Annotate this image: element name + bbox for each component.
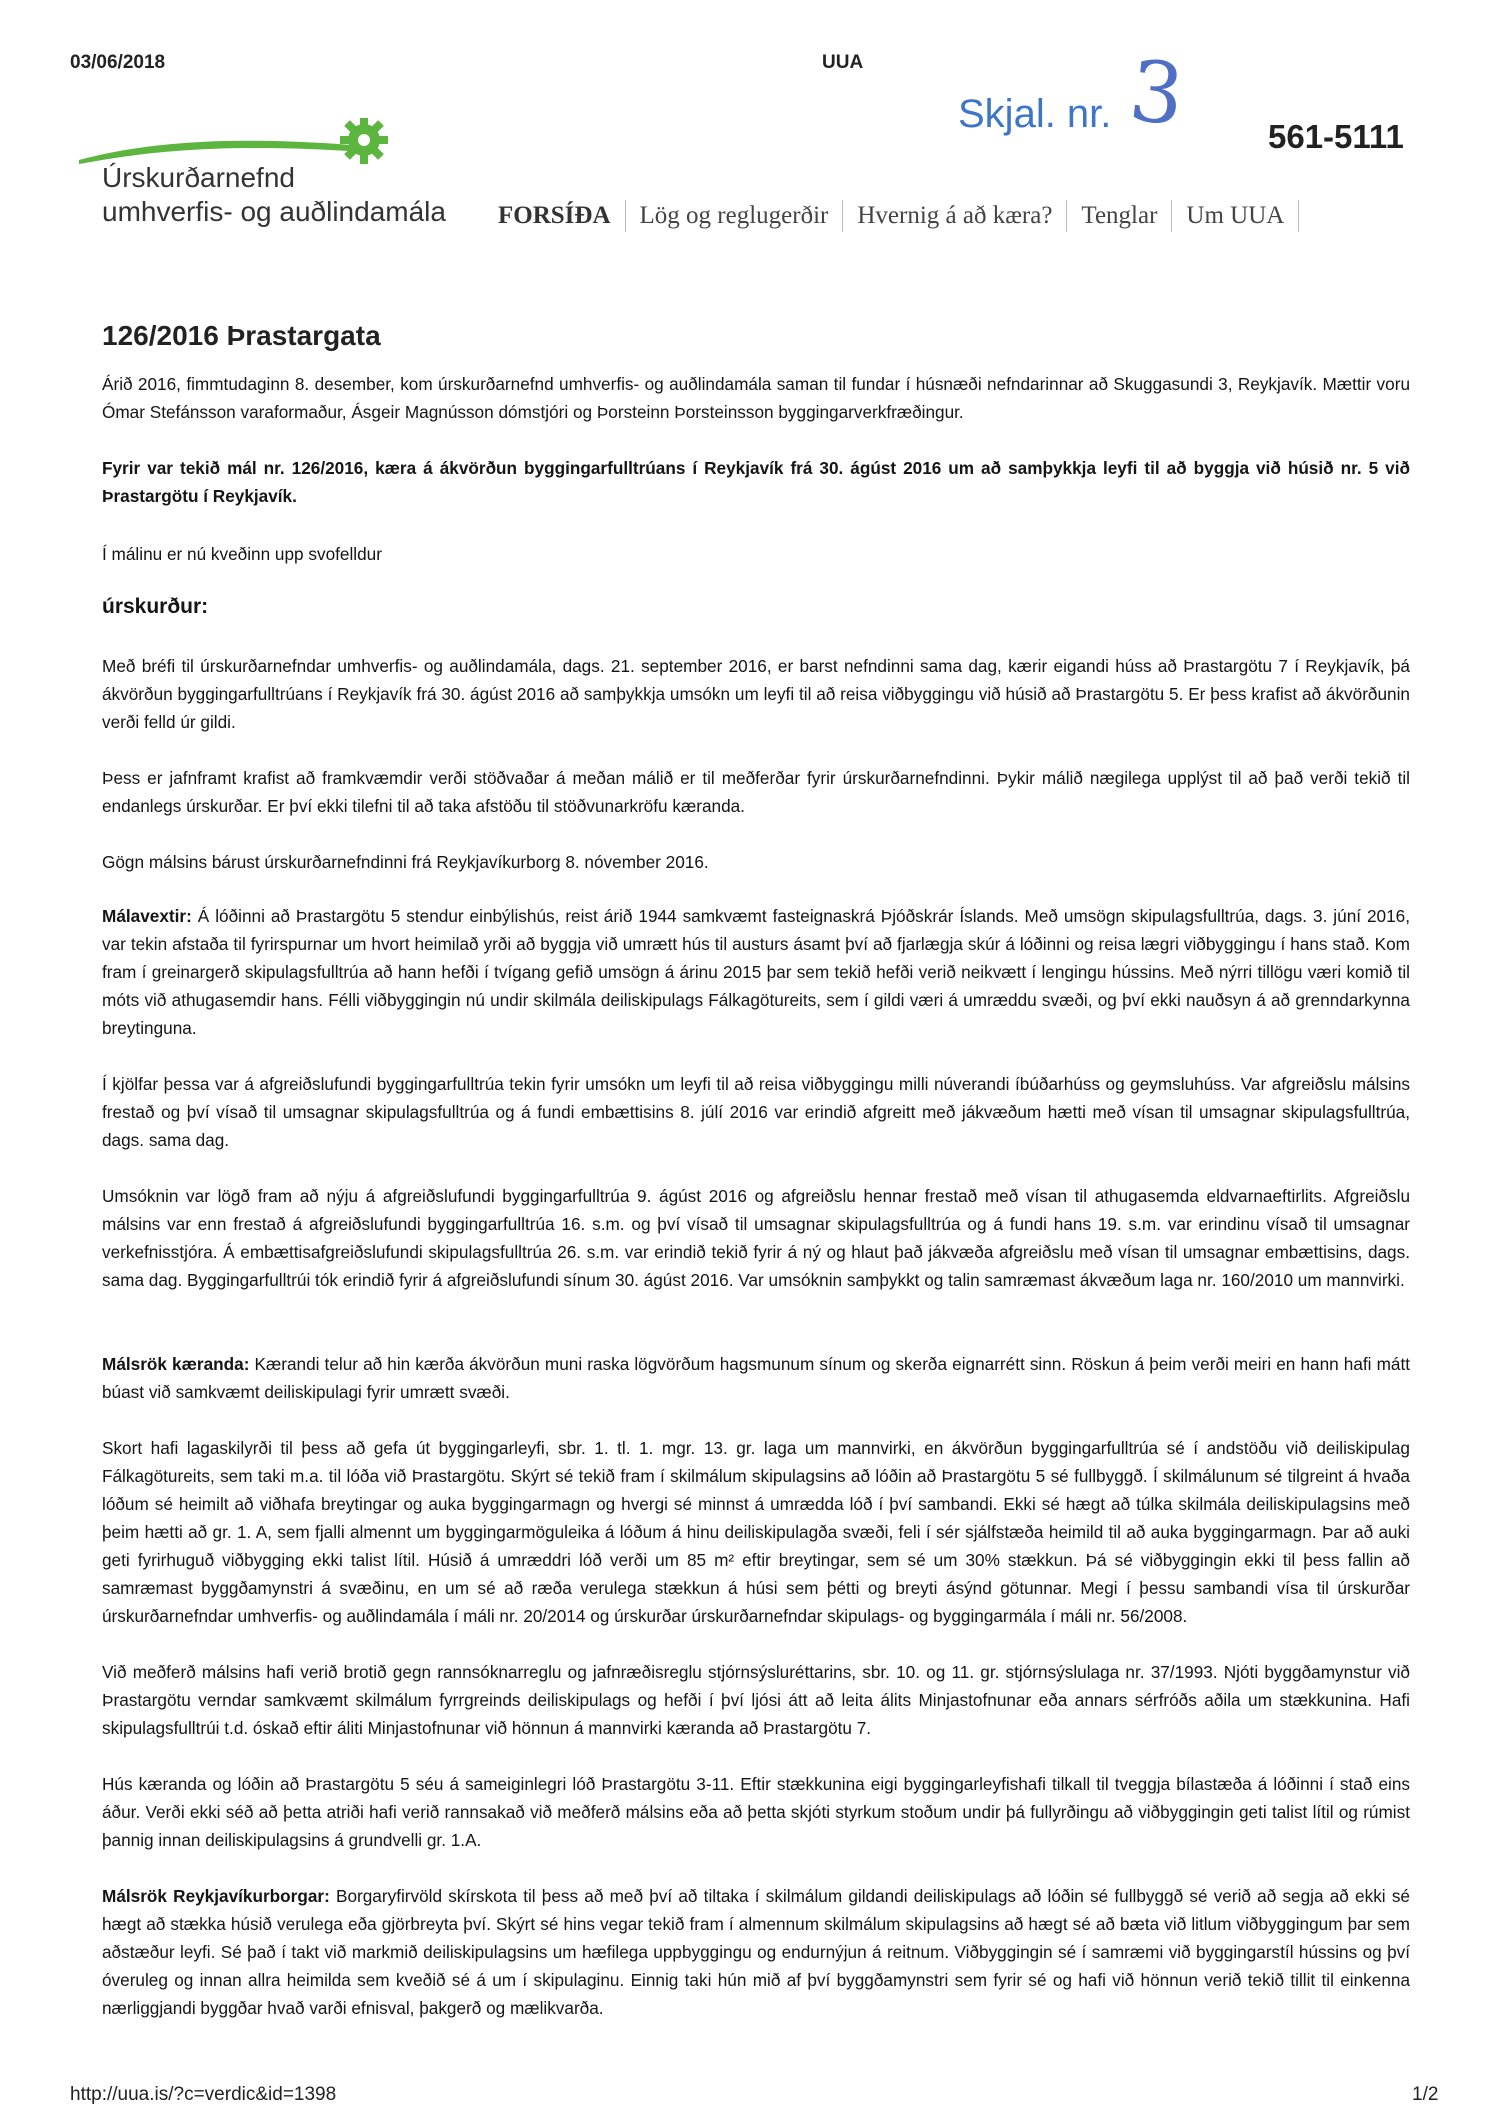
- paragraph-meeting-intro: Árið 2016, fimmtudaginn 8. desember, kom úrskurðarnefnd umhverfis- og auðlindamála saman til fundar í húsnæði nefndarinnar að Skuggasundi 3, Reykjavík. Mættir voru Ómar Stefánsson varaformaður, Ásgeir Magnússon dómstjóri og Þorsteinn Þorsteinsson byggingarverkfræðingur.: [102, 374, 1410, 422]
- paragraph-legal-conditions: Skort hafi lagaskilyrði til þess að gefa út byggingarleyfi, sbr. 1. tl. 1. mgr. 13. gr. laga um mannvirki, en ákvörðun byggingarfulltrúa sé í andstöðu við deiliskipulag Fálkagötureits, sem taki m.a. til lóða við Þrastargötu. Skýrt sé tekið fram í skilmálum skipulagsins að lóðin að Þrastargötu 5 sé fullbyggð. Í skilmálunum sé tilgreint á hvaða lóðum sé heimilt að viðhafa breytingar og auka byggingarmagn og hvergi sé minnst á umrædda lóð í því sambandi. Ekki sé hægt að túlka skilmála deiliskipulagsins með þeim hætti að gr. 1. A, sem fjalli almennt um byggingarmöguleika á lóðum á hinu deiliskipulagða svæði, feli í sér sjálfstæða heimild til að auka byggingarmagn. Þar að auki geti fyrirhuguð viðbygging ekki talist lítil. Húsið á umræddri lóð verði um 85 m² eftir breytingar, sem sé um 30% stækkun. Þá sé viðbyggingin ekki til þess fallin að samræmast byggðamynstri á svæðinu, en um sé að ræða verulega stækkun á húsi sem þétti og breyti ásýnd götunnar. Megi í þessu sambandi vísa til úrskurðar úrskurðarnefndar umhverfis- og auðlindamála í máli nr. 20/2014 og úrskurðar úrskurðarnefndar skipulags- og byggingarmála í máli nr. 56/2008.: [102, 1438, 1410, 1626]
- page-title: 126/2016 Þrastargata: [102, 320, 381, 351]
- print-site-name: UUA: [822, 52, 864, 73]
- paragraph-application-process: Umsóknin var lögð fram að nýju á afgreiðslufundi byggingarfulltrúa 9. ágúst 2016 og afgreiðslu hennar frestað með vísan til athugasemda eldvarnaeftirlits. Afgreiðslu málsins var enn frestað á afgreiðslufundi byggingarfulltrúa 16. s.m. og því vísað til umsagnar skipulagsfulltrúa og á fundi hans 19. s.m. var erindinu vísað til umsagnar verkefnisstjóra. Á embættisafgreiðslufundi skipulagsfulltrúa 26. s.m. var erindið tekið fyrir á ný og hlaut það jákvæða afgreiðslu með vísan til umsagnar embættisins, dags. sama dag. Byggingarfulltrúi tók erindið fyrir á afgreiðslufundi sínum 30. ágúst 2016. Var umsóknin samþykkt og talin samræmast ákvæðum laga nr. 160/2010 um mannvirki.: [102, 1186, 1410, 1290]
- paragraph-lead-case-facts: Málavextir:: [102, 906, 192, 926]
- site-logo[interactable]: [74, 118, 446, 228]
- ruling-heading: úrskurður:: [102, 595, 209, 618]
- nav-item-home[interactable]: FORSÍÐA: [490, 200, 626, 232]
- paragraph-suspension-request: Þess er jafnframt krafist að framkvæmdir verði stöðvaðar á meðan málið er til meðferðar fyrir úrskurðarnefndinni. Þykir málið nægilega upplýst til að það verði tekið til endanlegs úrskurðar. Er því ekki tilefni til að taka afstöðu til stöðvunarkröfu kæranda.: [102, 768, 1410, 816]
- handwritten-document-number: 3: [1125, 41, 1189, 145]
- nav-item-how-to-appeal[interactable]: Hvernig á að kæra?: [843, 200, 1067, 232]
- footer-page-number: 1/2: [1412, 2084, 1439, 2105]
- paragraph-appeal: Með bréfi til úrskurðarnefndar umhverfis- og auðlindamála, dags. 21. september 2016, er barst nefndinni sama dag, kærir eigandi húss að Þrastargötu 7 í Reykjavík, þá ákvörðun byggingarfulltrúans í Reykjavík frá 30. ágúst 2016 að samþykkja umsókn um leyfi til að reisa viðbyggingu við húsið að Þrastargötu 5. Er þess krafist að ákvörðunin verði felld úr gildi.: [102, 656, 1410, 732]
- paragraph-case-facts: [102, 902, 1410, 1042]
- paragraph-body-case-facts: Á lóðinni að Þrastargötu 5 stendur einbýlishús, reist árið 1944 samkvæmt fasteignaskrá Þjóðskrár Íslands. Með umsögn skipulagsfulltrúa, dags. 3. júní 2016, var tekin afstaða til fyrirspurnar um hvort heimilað yrði að byggja við umrætt hús til austurs ásamt því að fjarlægja skúr á lóðinni og reisa lægri viðbyggingu í hans stað. Kom fram í greinargerð skipulagsfulltrúa að hann hefði í tvígang gefið umsögn á árinu 2015 þar sem tekið hefði verið neikvætt í lengingu hússins. Með nýrri tillögu væri komið til móts við athugasemdir hans. Félli viðbyggingin nú undir skilmála deiliskipulags Fálkagötureits, sem í gildi væri á umræddu svæði, og því ekki nauðsyn á að grenndarkynna breytinguna.: [102, 906, 1410, 1038]
- paragraph-lead-appellant-arguments: Málsrök kæranda:: [102, 1354, 250, 1374]
- paragraph-lead-city-arguments: Málsrök Reykjavíkurborgar:: [102, 1886, 330, 1906]
- logo-text-line1: Úrskurðarnefnd: [102, 162, 295, 193]
- print-date: 03/06/2018: [70, 52, 166, 73]
- paragraph-case-intro: Fyrir var tekið mál nr. 126/2016, kæra á ákvörðun byggingarfulltrúans í Reykjavík frá 30. ágúst 2016 um að samþykkja leyfi til að byggja við húsið nr. 5 við Þrastargötu í Reykjavík.: [102, 458, 1410, 506]
- nav-item-about-uua[interactable]: Um UUA: [1172, 200, 1299, 232]
- nav-item-links[interactable]: Tenglar: [1067, 200, 1172, 232]
- logo-text-line2: umhverfis- og auðlindamála: [102, 196, 446, 227]
- paragraph-shared-lot: Hús kæranda og lóðin að Þrastargötu 5 séu á sameiginlegri lóð Þrastargötu 3-11. Eftir stækkunina eigi byggingarleyfishafi tilkall til tveggja bílastæða á lóðinni í stað eins áður. Verði ekki séð að þetta atriði hafi verið rannsakað við meðferð málsins eða að þetta skjóti styrkum stoðum undir þá fullyrðingu að viðbyggingin geti talist lítil og rúmist þannig innan deiliskipulagsins á grundvelli gr. 1.A.: [102, 1774, 1410, 1850]
- footer-url: http://uua.is/?c=verdic&id=1398: [70, 2084, 337, 2105]
- paragraph-body-appellant-arguments: Kærandi telur að hin kærða ákvörðun muni raska lögvörðum hagsmunum sínum og skerða eignarrétt sinn. Röskun á þeim verði meiri en hann hafi mátt búast við samkvæmt deiliskipulagi fyrir umrætt svæði.: [102, 1354, 1410, 1402]
- nav-item-laws-regulations[interactable]: Lög og reglugerðir: [626, 200, 844, 232]
- paragraph-city-arguments: [102, 1882, 1410, 2022]
- document-number-stamp-label: Skjal. nr.: [958, 92, 1112, 136]
- paragraph-body-city-arguments: Borgaryfirvöld skírskota til þess að með því að tiltaka í skilmálum gildandi deiliskipulags að lóðin sé fullbyggð sé verið að segja að ekki sé hægt að stækka húsið verulega eða gjörbreyta því. Skýrt sé hins vegar tekið fram í almennum skilmálum skipulagsins að hægt sé að bæta við litlum viðbyggingum þar sem aðstæður leyfi. Sé það í takt við markmið deiliskipulagsins um hæfilega uppbyggingu og endurnýjun á reitnum. Viðbyggingin sé í samræmi við byggingarstíl hússins og því óveruleg og innan allra heimilda sem kveðið sé á um í skipulaginu. Einnig taki hún mið af því byggðamynstri sem fyrir sé og hafi við hönnun verið tekið tillit til einkenna nærliggjandi byggðar hvað varði efnisval, þakgerð og mælikvarða.: [102, 1886, 1410, 2018]
- paragraph-ruling-intro: Í málinu er nú kveðinn upp svofelldur: [102, 544, 382, 564]
- main-navigation: [490, 196, 1299, 236]
- paragraph-documents-received: Gögn málsins bárust úrskurðarnefndinni frá Reykjavíkurborg 8. nóvember 2016.: [102, 852, 709, 872]
- case-reference-number: 561-5111: [1268, 118, 1404, 155]
- paragraph-appellant-arguments: [102, 1350, 1410, 1406]
- paragraph-procedural-rules: Við meðferð málsins hafi verið brotið gegn rannsóknarreglu og jafnræðisreglu stjórnsýsluréttarins, sbr. 10. og 11. gr. stjórnsýslulaga nr. 37/1993. Njóti byggðamynstur við Þrastargötu verndar samkvæmt skilmálum fyrrgreinds deiliskipulags og hefði í því ljósi átt að leita álits Minjastofnunar eða annars sérfróðs aðila um stækkunina. Hafi skipulagsfulltrúi t.d. óskað eftir áliti Minjastofnunar við hönnun á mannvirki kæranda að Þrastargötu 7.: [102, 1662, 1410, 1738]
- paragraph-followup: Í kjölfar þessa var á afgreiðslufundi byggingarfulltrúa tekin fyrir umsókn um leyfi til að reisa viðbyggingu milli núverandi íbúðarhúss og geymsluhúss. Var afgreiðslu málsins frestað og því vísað til umsagnar skipulagsfulltrúa og á fundi embættisins 8. júlí 2016 var erindið afgreitt með jákvæðum hætti með vísan til umsagnar skipulagsfulltrúa, dags. sama dag.: [102, 1074, 1410, 1150]
